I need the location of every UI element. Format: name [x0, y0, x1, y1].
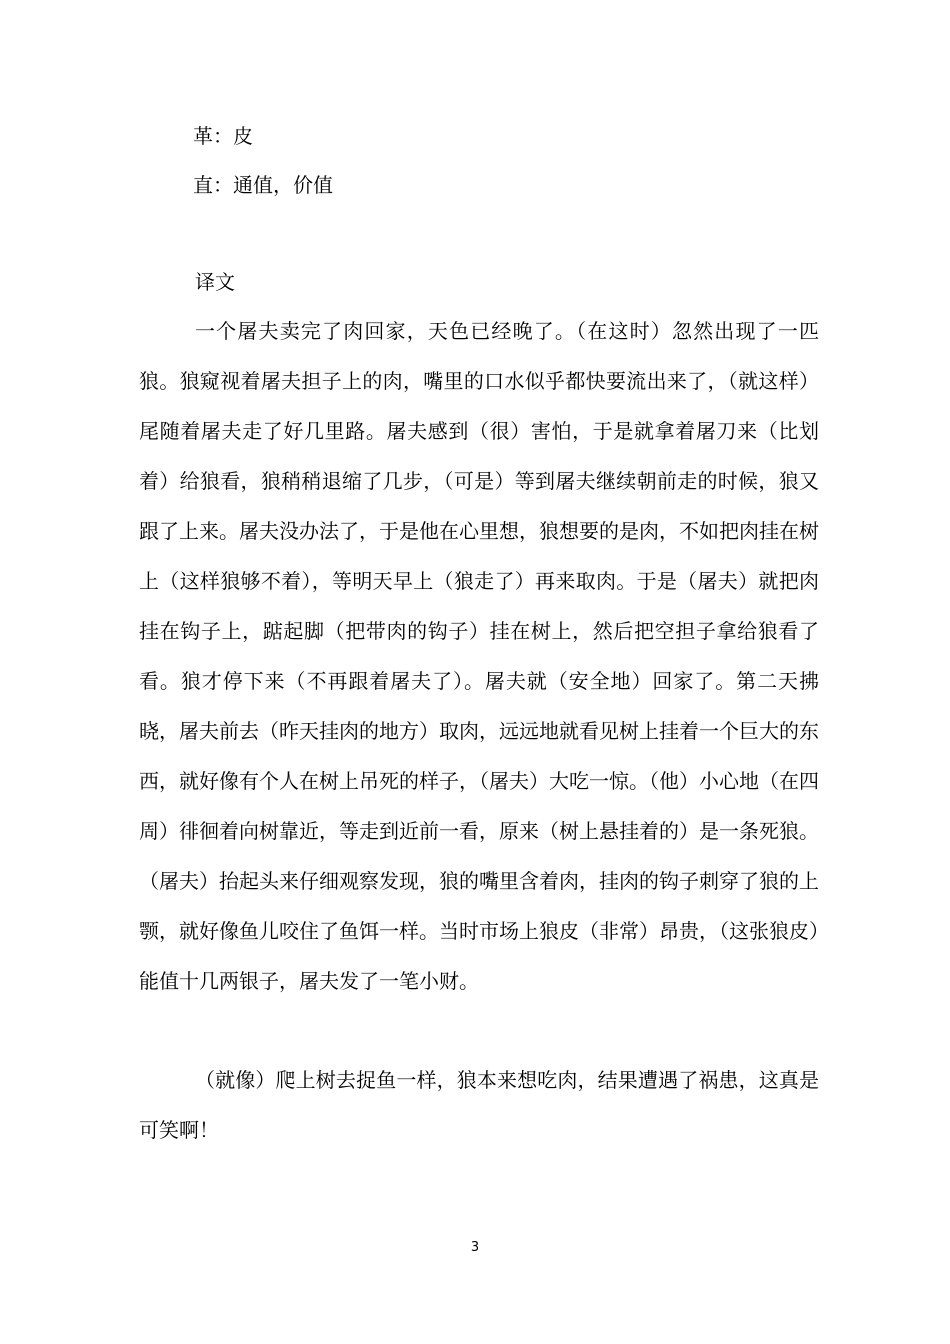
translation-paragraph-main: 一个屠夫卖完了肉回家，天色已经晚了。（在这时）忽然出现了一匹狼。狼窥视着屠夫担子上的肉，嘴里的口水似乎都快要流出来了，（就这样）尾随着屠夫走了好几里路。屠夫感到（很）害怕，于是就拿着屠刀来（比划着）给狼看，狼稍稍退缩了几步，（可是）等到屠夫继续朝前走的时候，狼又跟了上来。屠夫没办法了，于是他在心里想，狼想要的是肉，不如把肉挂在树上（这样狼够不着），等明天早上（狼走了）再来取肉。于是（屠夫）就把肉挂在钩子上，踮起脚（把带肉的钩子）挂在树上，然后把空担子拿给狼看了看。狼才停下来（不再跟着屠夫了）。屠夫就（安全地）回家了。第二天拂晓，屠夫前去（昨天挂肉的地方）取肉，远远地就看见树上挂着一个巨大的东西，就好像有个人在树上吊死的样子，（屠夫）大吃一惊。（他）小心地（在四周）徘徊着向树靠近，等走到近前一看，原来（树上悬挂着的）是一条死狼。（屠夫）抬起头来仔细观察发现，狼的嘴里含着肉，挂肉的钩子刺穿了狼的上颚，就好像鱼儿咬住了鱼饵一样。当时市场上狼皮（非常）昂贵，（这张狼皮）能值十几两银子，屠夫发了一笔小财。 — [139, 319, 819, 993]
glossary-entry-zhi: 直：通值，价值 — [193, 173, 333, 197]
translation-heading: 译文 — [195, 270, 235, 294]
page-number: 3 — [470, 1240, 480, 1255]
translation-paragraph-conclusion: （就像）爬上树去捉鱼一样，狼本来想吃肉，结果遭遇了祸患，这真是可笑啊！ — [139, 1068, 819, 1142]
glossary-entry-ge: 革：皮 — [193, 124, 253, 148]
